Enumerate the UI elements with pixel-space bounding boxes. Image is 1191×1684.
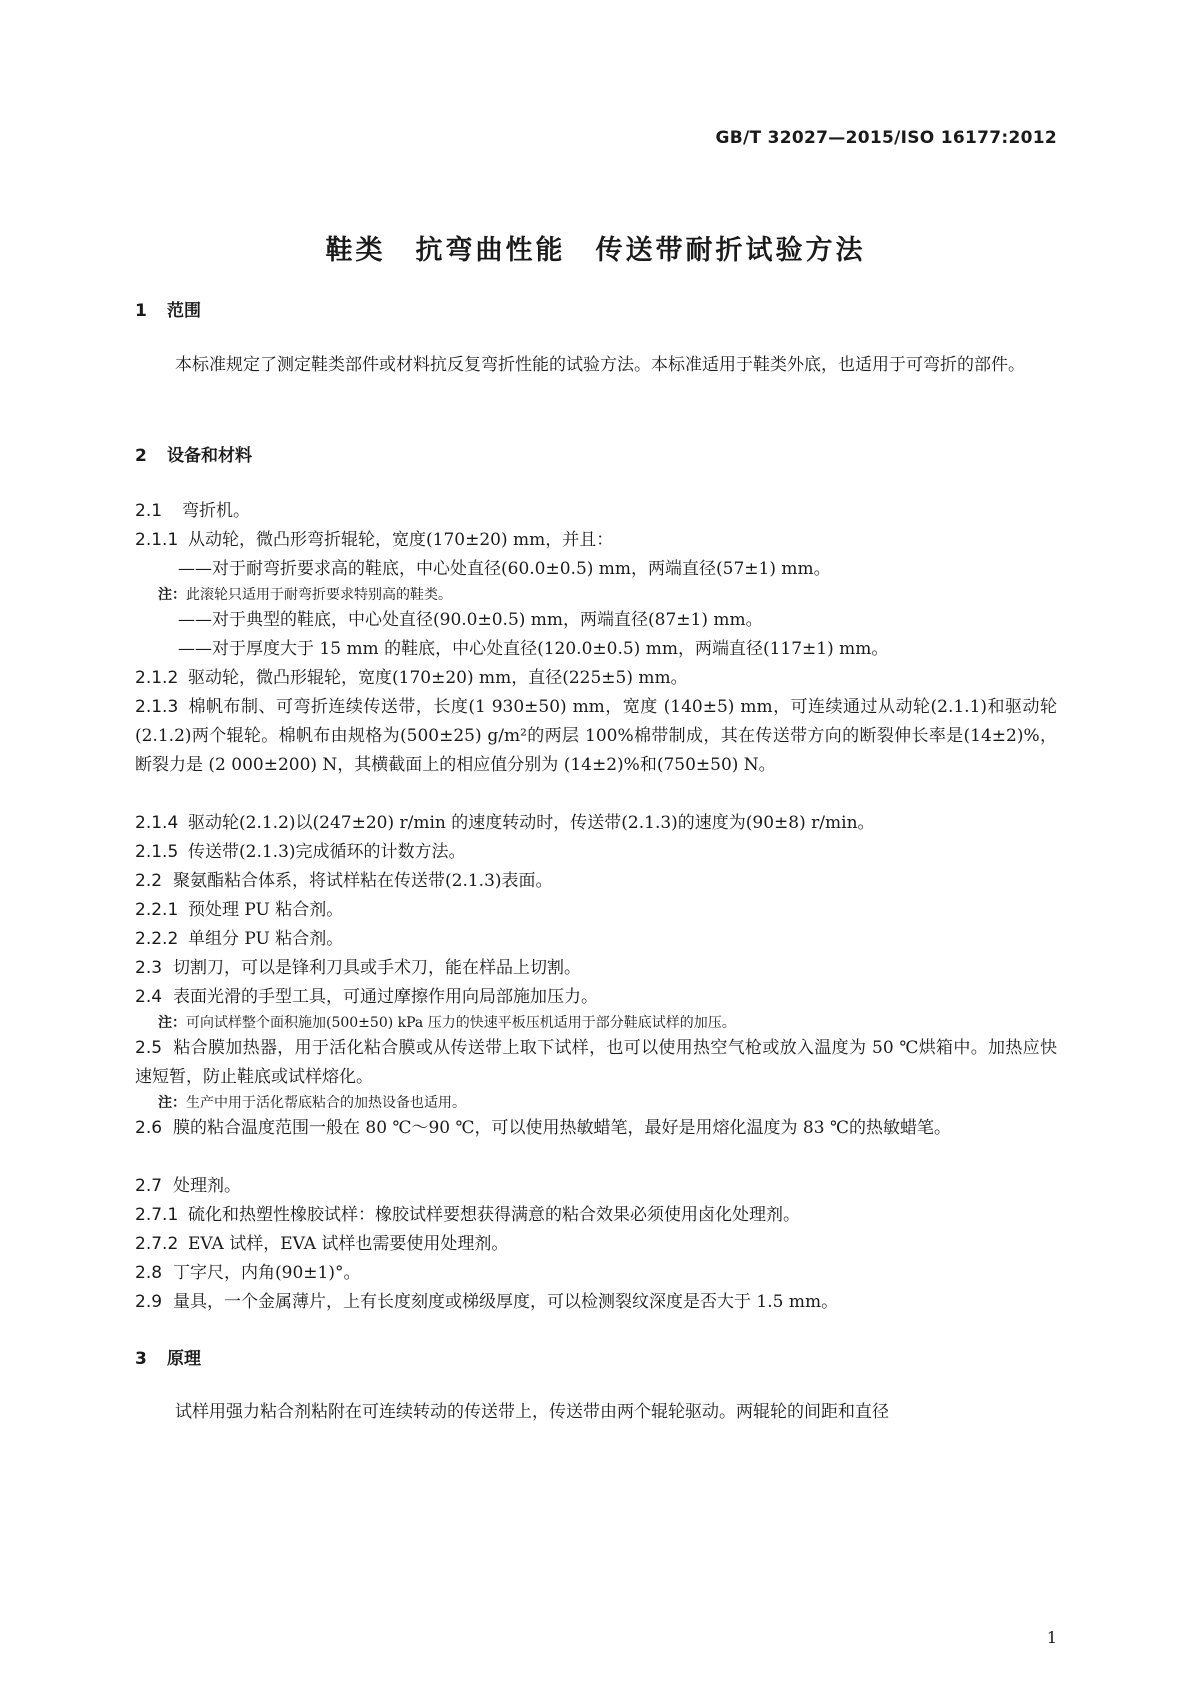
item-text: 棉帆布制、可弯折连续传送带，长度(1 930±50) mm，宽度 (140±5) mm，可连续通过从动轮(2.1.1)和驱动轮(2.1.2)两个辊轮。棉帆布由规格为(500±25) g/m²的两层 100%棉带制成，其在传送带方向的断裂伸长率是(14±2)%，断裂力是 (2 000±200) N，其横截面上的相应值分别为 (14±2)%和(750±50) N。 bbox=[135, 697, 1057, 775]
item-2-4 bbox=[135, 983, 1057, 1012]
item-2-7-1 bbox=[135, 1201, 1057, 1230]
item-text: 硫化和热塑性橡胶试样：橡胶试样要想获得满意的粘合效果必须使用卤化处理剂。 bbox=[188, 1205, 800, 1225]
item-2-7-2 bbox=[135, 1230, 1057, 1259]
page-number: 1 bbox=[1046, 1628, 1057, 1647]
item-2-5 bbox=[135, 1034, 1057, 1092]
item-text: 单组分 PU 粘合剂。 bbox=[188, 929, 344, 949]
item-text: 驱动轮(2.1.2)以(247±20) r/min 的速度转动时，传送带(2.1.3)的速度为(90±8) r/min。 bbox=[188, 813, 875, 833]
item-text: 聚氨酯粘合体系，将试样粘在传送带(2.1.3)表面。 bbox=[173, 871, 553, 891]
item-2-7 bbox=[135, 1172, 1057, 1201]
dash-item-high-resistance: ——对于耐弯折要求高的鞋底，中心处直径(60.0±0.5) mm，两端直径(57±1) mm。 bbox=[178, 559, 831, 579]
section-heading-equipment bbox=[135, 441, 252, 466]
dash-item-typical: ——对于典型的鞋底，中心处直径(90.0±0.5) mm，两端直径(87±1) mm。 bbox=[178, 610, 763, 630]
note-text: 生产中用于活化帮底粘合的加热设备也适用。 bbox=[186, 1095, 466, 1111]
item-2-2-1 bbox=[135, 896, 1057, 925]
dash-item-thick: ——对于厚度大于 15 mm 的鞋底，中心处直径(120.0±0.5) mm，两端直径(117±1) mm。 bbox=[178, 639, 889, 659]
principle-paragraph: 试样用强力粘合剂粘附在可连续转动的传送带上，传送带由两个辊轮驱动。两辊轮的间距和直径 bbox=[175, 1402, 889, 1422]
item-number: 2.4 bbox=[135, 987, 163, 1007]
item-number: 2.6 bbox=[135, 1118, 163, 1138]
item-number: 2.2.2 bbox=[135, 929, 179, 949]
item-number: 2.1.4 bbox=[135, 813, 179, 833]
section-title: 原理 bbox=[167, 1349, 201, 1369]
item-text: 丁字尺，内角(90±1)°。 bbox=[173, 1263, 361, 1283]
item-text: 表面光滑的手型工具，可通过摩擦作用向局部施加压力。 bbox=[173, 987, 598, 1007]
section-title: 设备和材料 bbox=[167, 446, 252, 466]
item-text: 弯折机。 bbox=[182, 501, 250, 521]
section-number: 3 bbox=[135, 1349, 147, 1369]
note-label: 注： bbox=[158, 1095, 186, 1111]
note-label: 注： bbox=[158, 1015, 186, 1031]
item-2-8 bbox=[135, 1259, 1057, 1288]
note-text: 可向试样整个面积施加(500±50) kPa 压力的快速平板压机适用于部分鞋底试样的加压。 bbox=[186, 1015, 736, 1031]
note-3 bbox=[158, 1092, 1058, 1114]
item-2-1-1 bbox=[135, 526, 1057, 555]
item-text: 量具，一个金属薄片，上有长度刻度或梯级厚度，可以检测裂纹深度是否大于 1.5 mm。 bbox=[173, 1292, 839, 1312]
item-text: 从动轮，微凸形弯折辊轮，宽度(170±20) mm，并且： bbox=[188, 530, 614, 550]
note-text: 此滚轮只适用于耐弯折要求特别高的鞋类。 bbox=[186, 587, 452, 603]
item-2-2 bbox=[135, 867, 1057, 896]
item-2-1-5 bbox=[135, 838, 1057, 867]
item-2-3 bbox=[135, 954, 1057, 983]
item-number: 2.1.5 bbox=[135, 842, 179, 862]
item-number: 2.2 bbox=[135, 871, 163, 891]
item-number: 2.3 bbox=[135, 958, 163, 978]
note-1 bbox=[158, 584, 1058, 606]
item-number: 2.1.2 bbox=[135, 668, 179, 688]
section-number: 2 bbox=[135, 446, 147, 466]
note-2 bbox=[158, 1012, 1058, 1034]
section-number: 1 bbox=[135, 301, 147, 321]
item-number: 2.7.1 bbox=[135, 1205, 179, 1225]
item-number: 2.7.2 bbox=[135, 1234, 179, 1254]
item-text: 预处理 PU 粘合剂。 bbox=[188, 900, 344, 920]
scope-paragraph: 本标准规定了测定鞋类部件或材料抗反复弯折性能的试验方法。本标准适用于鞋类外底，也适用于可弯折的部件。 bbox=[175, 355, 1025, 375]
item-number: 2.9 bbox=[135, 1292, 163, 1312]
item-2-2-2 bbox=[135, 925, 1057, 954]
item-text: 粘合膜加热器，用于活化粘合膜或从传送带上取下试样，也可以使用热空气枪或放入温度为 50 ℃烘箱中。加热应快速短暂，防止鞋底或试样熔化。 bbox=[135, 1038, 1057, 1087]
item-number: 2.1.1 bbox=[135, 530, 179, 550]
document-title: 鞋类 抗弯曲性能 传送带耐折试验方法 bbox=[325, 235, 866, 266]
item-text: 驱动轮，微凸形辊轮，宽度(170±20) mm，直径(225±5) mm。 bbox=[188, 668, 688, 688]
section-heading-principle bbox=[135, 1344, 201, 1369]
item-text: EVA 试样，EVA 试样也需要使用处理剂。 bbox=[188, 1234, 509, 1254]
note-label: 注： bbox=[158, 587, 186, 603]
item-2-1-2 bbox=[135, 664, 1057, 693]
item-text: 处理剂。 bbox=[173, 1176, 241, 1196]
item-number: 2.2.1 bbox=[135, 900, 179, 920]
item-2-1 bbox=[135, 497, 1057, 526]
item-2-6 bbox=[135, 1114, 1057, 1143]
item-2-1-4 bbox=[135, 809, 1057, 838]
item-number: 2.8 bbox=[135, 1263, 163, 1283]
item-number: 2.1 bbox=[135, 501, 163, 521]
section-title: 范围 bbox=[167, 301, 201, 321]
item-2-1-3 bbox=[135, 693, 1057, 780]
standard-number: GB/T 32027—2015/ISO 16177:2012 bbox=[715, 128, 1057, 148]
item-text: 膜的粘合温度范围一般在 80 ℃～90 ℃，可以使用热敏蜡笔，最好是用熔化温度为 83 ℃的热敏蜡笔。 bbox=[173, 1118, 951, 1138]
item-number: 2.1.3 bbox=[135, 697, 179, 717]
item-number: 2.5 bbox=[135, 1038, 163, 1058]
item-text: 切割刀，可以是锋利刀具或手术刀，能在样品上切割。 bbox=[173, 958, 581, 978]
item-number: 2.7 bbox=[135, 1176, 163, 1196]
item-2-9 bbox=[135, 1288, 1057, 1317]
section-heading-scope bbox=[135, 296, 201, 321]
item-text: 传送带(2.1.3)完成循环的计数方法。 bbox=[188, 842, 466, 862]
